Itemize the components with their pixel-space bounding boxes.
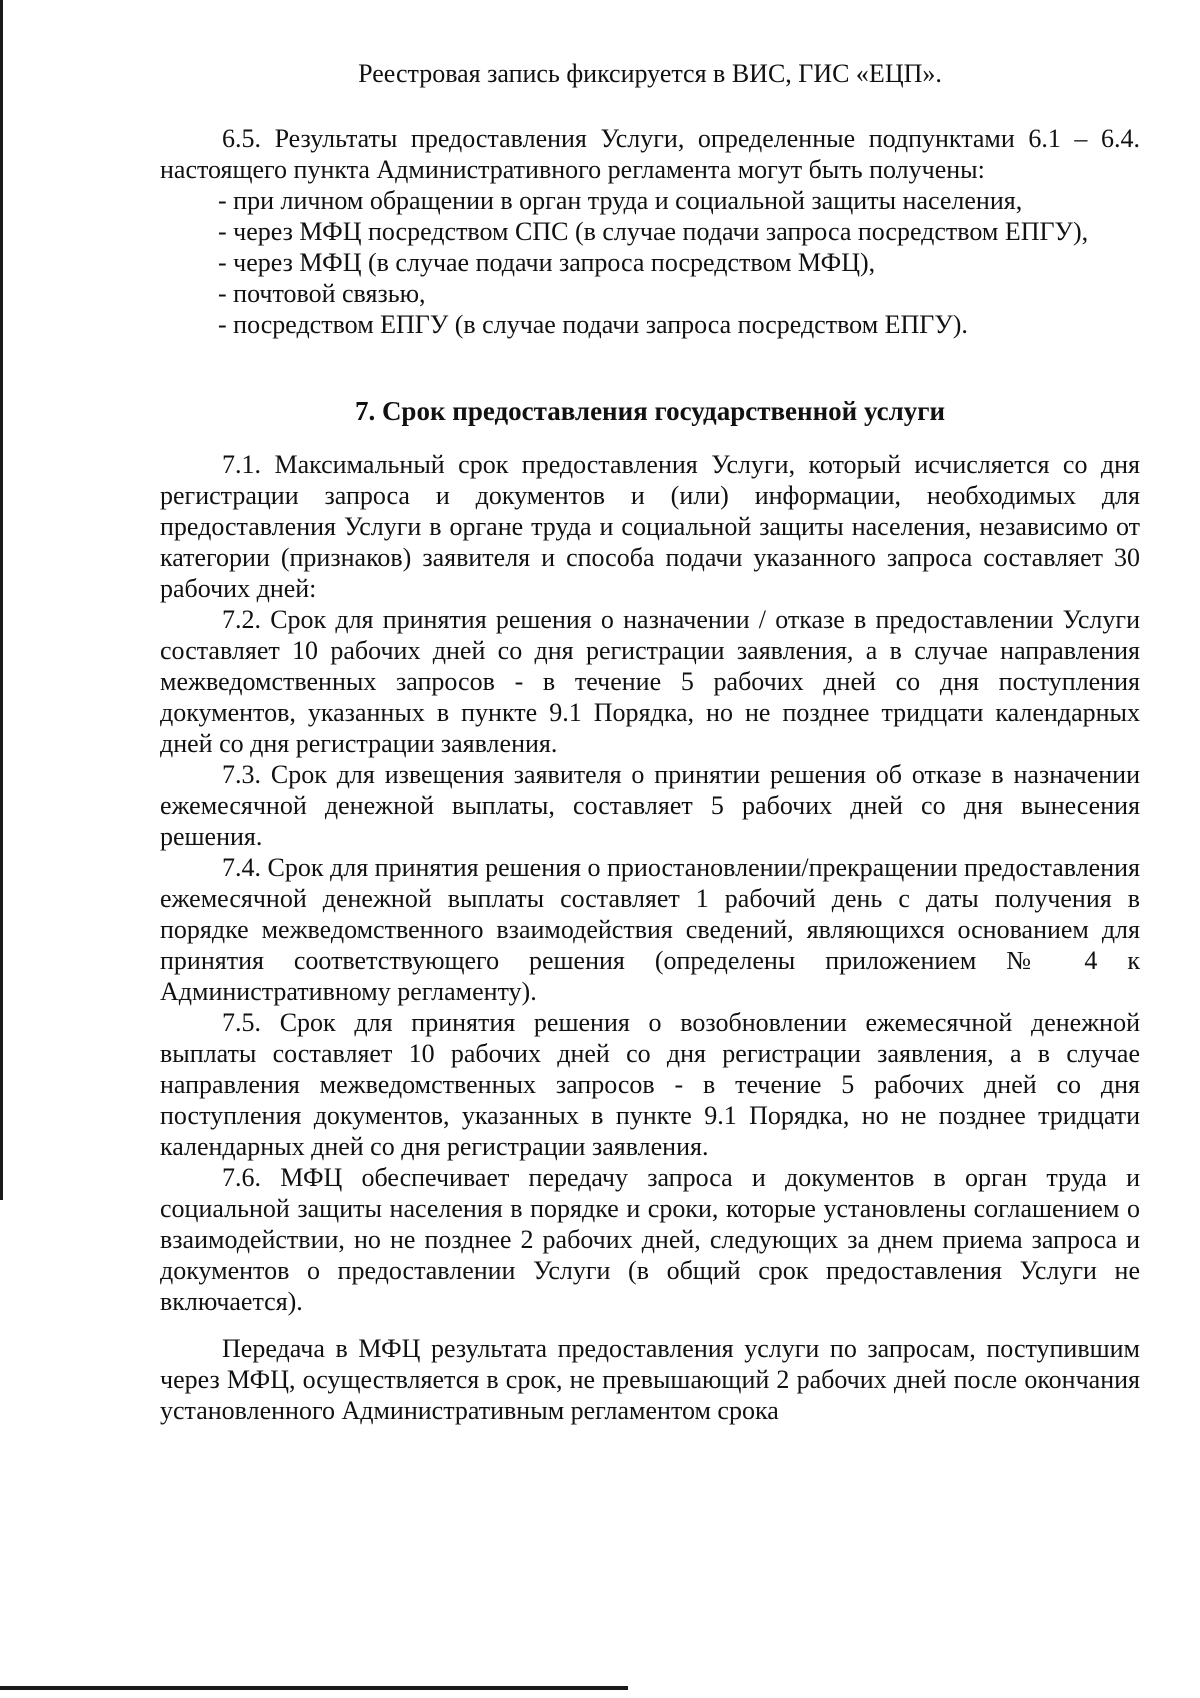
list-item: - посредством ЕПГУ (в случае подачи запроса посредством ЕПГУ). (218, 310, 968, 339)
paragraph-mfc-transfer: Передача в МФЦ результата предоставления услуги по запросам, поступившим через МФЦ, осуществляется в срок, не превышающий 2 рабочих дней после окончания установленного Административным регламентом срока (160, 1334, 1140, 1425)
paragraph-7-5: 7.5. Срок для принятия решения о возобновлении ежемесячной денежной выплаты составляет 10 рабочих дней со дня регистрации заявления, а в случае направления межведомственных запросов - в течение 5 рабочих дней со дня поступления документов, указанных в пункте 9.1 Порядка, но не позднее тридцати календарных дней со дня регистрации заявления. (160, 1008, 1140, 1161)
scan-left-border (0, 0, 3, 1200)
paragraph-7-4: 7.4. Срок для принятия решения о приостановлении/прекращении предоставления ежемесячной денежной выплаты составляет 1 рабочий день с даты получения в порядке межведомственного взаимодействия сведений, являющихся основанием для принятия соответствующего решения (определены приложением № 4 к Административному регламенту). (160, 853, 1140, 1006)
paragraph-7-1: 7.1. Максимальный срок предоставления Услуги, который исчисляется со дня регистрации запроса и документов и (или) информации, необходимых для предоставления Услуги в органе труда и социальной защиты населения, независимо от категории (признаков) заявителя и способа подачи указанного запроса составляет 30 рабочих дней: (160, 450, 1140, 603)
scan-bottom-border (0, 1686, 628, 1690)
section-7-title: 7. Срок предоставления государственной услуги (354, 396, 946, 426)
list-item: - почтовой связью, (218, 279, 426, 308)
paragraph-7-3: 7.3. Срок для извещения заявителя о принятии решения об отказе в назначении ежемесячной денежной выплаты, составляет 5 рабочих дней со дня вынесения решения. (160, 760, 1140, 851)
list-item: - через МФЦ (в случае подачи запроса посредством МФЦ), (218, 248, 876, 277)
paragraph-6-5: 6.5. Результаты предоставления Услуги, определенные подпунктами 6.1 – 6.4. настоящего пункта Административного регламента могут быть получены: (160, 124, 1140, 184)
list-item: - при личном обращении в орган труда и социальной защиты населения, (218, 186, 1023, 215)
document-page (160, 58, 1140, 1426)
list-item: - через МФЦ посредством СПС (в случае подачи запроса посредством ЕПГУ), (218, 217, 1089, 246)
paragraph-7-2: 7.2. Срок для принятия решения о назначении / отказе в предоставлении Услуги составляет 10 рабочих дней со дня регистрации заявления, а в случае направления межведомственных запросов - в течение 5 рабочих дней со дня поступления документов, указанных в пункте 9.1 Порядка, но не позднее тридцати календарных дней со дня регистрации заявления. (160, 605, 1140, 758)
paragraph-7-6: 7.6. МФЦ обеспечивает передачу запроса и документов в орган труда и социальной защиты населения в порядке и сроки, которые установлены соглашением о взаимодействии, но не позднее 2 рабочих дней, следующих за днем приема запроса и документов о предоставлении Услуги (в общий срок предоставления Услуги не включается). (160, 1163, 1140, 1316)
registry-record-line: Реестровая запись фиксируется в ВИС, ГИС «ЕЦП». (358, 59, 942, 88)
